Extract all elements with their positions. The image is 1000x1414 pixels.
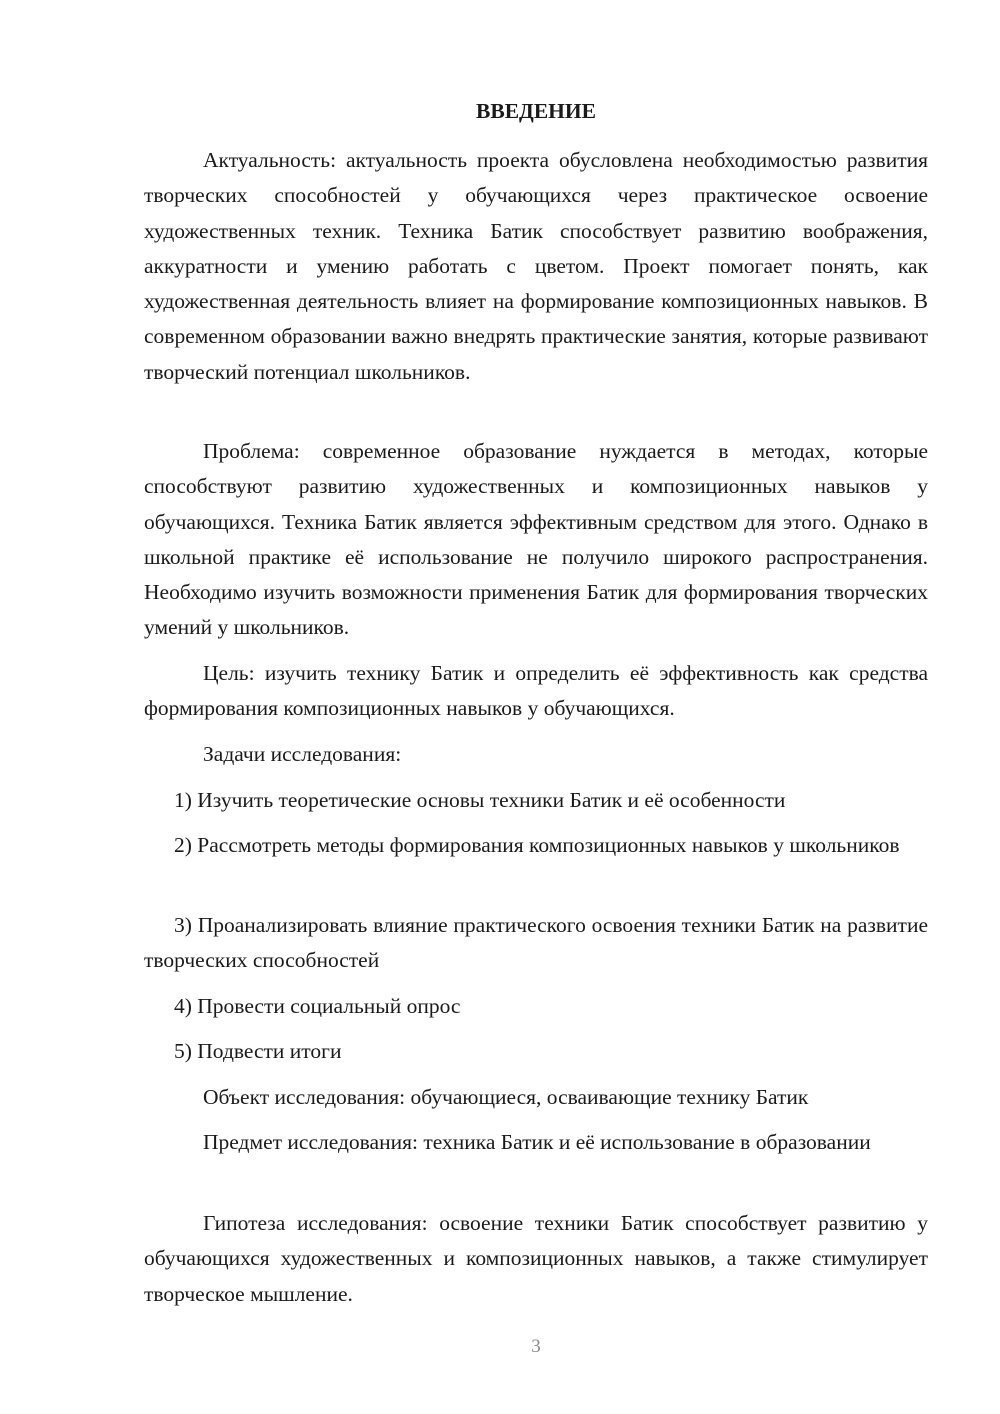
- task-item-5: 5) Подвести итоги: [174, 1039, 342, 1063]
- page-title: ВВЕДЕНИЕ: [476, 99, 596, 123]
- task-item-1: 1) Изучить теоретические основы техники Батик и её особенности: [174, 788, 786, 812]
- paragraph-hypothesis: Гипотеза исследования: освоение техники Батик способствует развитию у обучающихся художественных и композиционных навыков, а также стимулирует творческое мышление.: [144, 1211, 928, 1306]
- page-number: 3: [531, 1336, 541, 1357]
- paragraph-object: Объект исследования: обучающиеся, осваивающие технику Батик: [203, 1085, 809, 1109]
- paragraph-subject: Предмет исследования: техника Батик и её использование в образовании: [203, 1130, 871, 1154]
- paragraph-problem: Проблема: современное образование нуждается в методах, которые способствуют развитию художественных и композиционных навыков у обучающихся. Техника Батик является эффективным средством для этого. Однако в школьной практике её использование не получило широкого распространения. Необходимо изучить возможности применения Батик для формирования творческих умений у школьников.: [144, 439, 928, 640]
- task-item-4: 4) Провести социальный опрос: [174, 994, 461, 1018]
- task-item-2: 2) Рассмотреть методы формирования композиционных навыков у школьников: [174, 833, 900, 857]
- paragraph-relevance: Актуальность: актуальность проекта обусловлена необходимостью развития творческих способностей у обучающихся через практическое освоение художественных техник. Техника Батик способствует развитию воображения, аккуратности и умению работать с цветом. Проект помогает понять, как художественная деятельность влияет на формирование композиционных навыков. В современном образовании важно внедрять практические занятия, которые развивают творческий потенциал школьников.: [144, 148, 928, 384]
- task-item-3: 3) Проанализировать влияние практического освоения техники Батик на развитие творческих способностей: [144, 913, 928, 973]
- tasks-heading: Задачи исследования:: [203, 742, 402, 766]
- paragraph-goal: Цель: изучить технику Батик и определить её эффективность как средства формирования композиционных навыков у обучающихся.: [144, 661, 928, 721]
